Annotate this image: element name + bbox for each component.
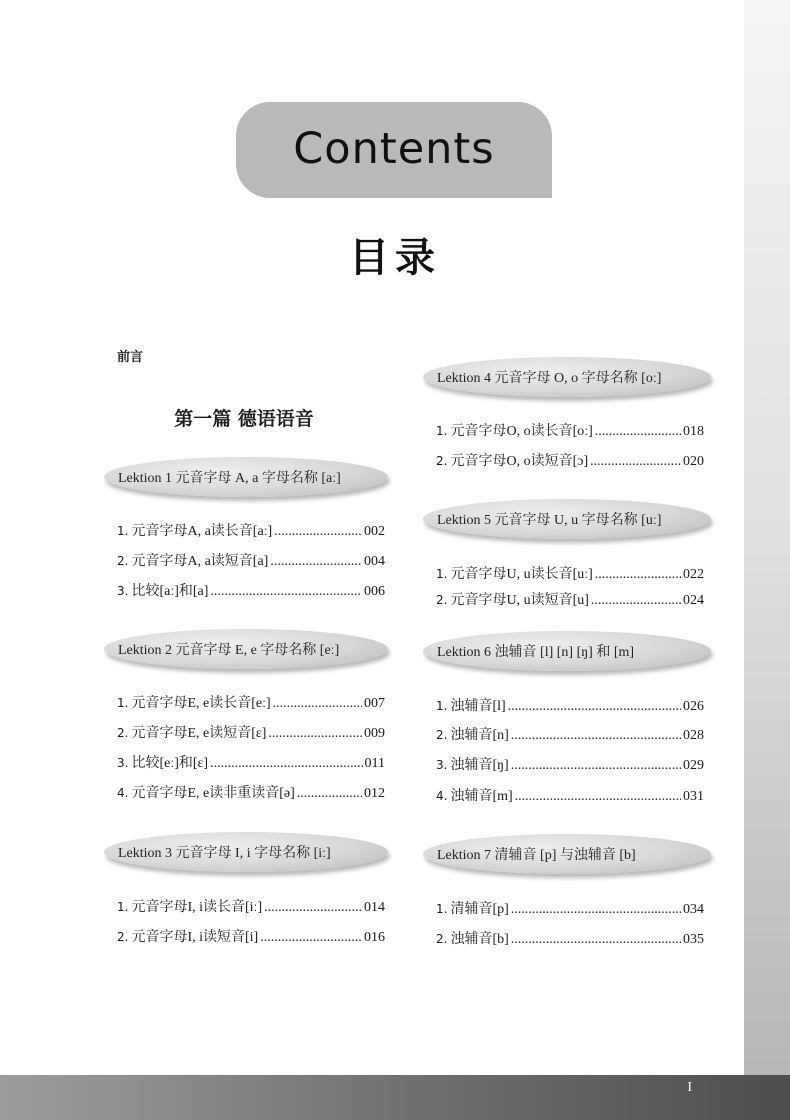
toc-entry[interactable] — [117, 926, 385, 946]
entry-number: 3. — [117, 584, 129, 598]
entry-page: 012 — [364, 786, 385, 801]
dot-leader — [511, 902, 681, 918]
page-number: I — [687, 1080, 692, 1095]
lesson-heading-6[interactable] — [423, 631, 711, 671]
entry-page: 006 — [364, 584, 385, 599]
lesson-heading-2[interactable] — [104, 629, 388, 669]
toc-entry[interactable] — [436, 898, 704, 918]
entry-number: 2. — [117, 930, 129, 944]
entry-title: 元音字母O, o读长音[oː] — [450, 424, 593, 439]
entry-title: 比较[aː]和[a] — [131, 584, 209, 599]
toc-entry[interactable] — [436, 695, 704, 715]
lesson-heading-4[interactable] — [423, 357, 711, 397]
dot-leader — [260, 930, 362, 946]
part-title: 第一篇 德语语音 — [174, 408, 314, 430]
entry-page: 022 — [683, 567, 704, 582]
dot-leader — [590, 454, 681, 470]
entry-number: 2. — [436, 593, 448, 607]
toc-entry[interactable] — [117, 896, 385, 916]
entry-page: 018 — [683, 424, 704, 439]
entry-number: 1. — [117, 900, 129, 914]
entry-title: 元音字母E, e读非重读音[ə] — [131, 786, 295, 801]
entry-page: 014 — [364, 900, 385, 915]
entry-page: 024 — [683, 593, 704, 608]
entry-page: 028 — [683, 728, 704, 743]
toc-entry[interactable] — [436, 754, 704, 774]
entry-page: 020 — [683, 454, 704, 469]
lesson-heading-1[interactable] — [104, 457, 388, 497]
entry-page: 011 — [364, 756, 385, 771]
entry-title: 浊辅音[n] — [450, 728, 509, 743]
dot-leader — [270, 554, 362, 570]
entry-title: 清辅音[p] — [450, 902, 509, 917]
lesson-title: Lektion 6 浊辅音 [l] [n] [ŋ] 和 [m] — [437, 645, 635, 660]
entry-number: 4. — [436, 789, 448, 803]
toc-entry[interactable] — [436, 928, 704, 948]
toc-entry[interactable] — [436, 563, 704, 583]
lesson-title: Lektion 5 元音字母 U, u 字母名称 [uː] — [437, 513, 662, 528]
entry-number: 1. — [436, 902, 448, 916]
toc-entry[interactable] — [436, 785, 704, 805]
page-title: 目录 — [349, 235, 441, 281]
entry-number: 3. — [436, 758, 448, 772]
dot-leader — [297, 786, 362, 802]
entry-page: 029 — [683, 758, 704, 773]
toc-entry[interactable] — [117, 520, 385, 540]
lesson-title: Lektion 4 元音字母 O, o 字母名称 [oː] — [437, 371, 662, 386]
dot-leader — [273, 696, 362, 712]
entry-page: 016 — [364, 930, 385, 945]
entry-page: 026 — [683, 699, 704, 714]
toc-entry[interactable] — [117, 752, 385, 772]
entry-page: 009 — [364, 726, 385, 741]
entry-number: 2. — [117, 554, 129, 568]
entry-number: 2. — [436, 728, 448, 742]
entry-number: 1. — [436, 699, 448, 713]
lesson-title: Lektion 2 元音字母 E, e 字母名称 [eː] — [118, 643, 340, 658]
entry-page: 035 — [683, 932, 704, 947]
entry-title: 元音字母E, e读长音[eː] — [131, 696, 271, 711]
toc-entry[interactable] — [436, 724, 704, 744]
dot-leader — [210, 584, 362, 600]
entry-page: 002 — [364, 524, 385, 539]
dot-leader — [595, 424, 681, 440]
entry-title: 元音字母E, e读短音[ɛ] — [131, 726, 267, 741]
toc-entry[interactable] — [117, 580, 385, 600]
dot-leader — [511, 728, 681, 744]
toc-entry[interactable] — [436, 450, 704, 470]
entry-number: 2. — [436, 454, 448, 468]
entry-title: 浊辅音[m] — [450, 789, 513, 804]
entry-number: 1. — [117, 696, 129, 710]
lesson-title: Lektion 7 清辅音 [p] 与浊辅音 [b] — [437, 848, 636, 863]
dot-leader — [274, 524, 362, 540]
entry-title: 元音字母U, u读短音[u] — [450, 593, 589, 608]
entry-number: 2. — [436, 932, 448, 946]
entry-title: 元音字母I, i读短音[i] — [131, 930, 259, 945]
side-decoration — [744, 0, 790, 1078]
footer-bar — [0, 1075, 790, 1120]
preface-link[interactable]: 前言 — [117, 350, 144, 365]
dot-leader — [210, 756, 362, 772]
entry-number: 1. — [436, 567, 448, 581]
entry-title: 元音字母A, a读长音[aː] — [131, 524, 273, 539]
toc-entry[interactable] — [117, 722, 385, 742]
lesson-title: Lektion 3 元音字母 I, i 字母名称 [iː] — [118, 846, 331, 861]
entry-title: 浊辅音[b] — [450, 932, 509, 947]
contents-label: Contents — [293, 124, 495, 174]
lesson-title: Lektion 1 元音字母 A, a 字母名称 [aː] — [118, 471, 341, 486]
dot-leader — [595, 567, 681, 583]
entry-title: 元音字母A, a读短音[a] — [131, 554, 269, 569]
entry-title: 浊辅音[ŋ] — [450, 758, 509, 773]
lesson-heading-3[interactable] — [104, 832, 388, 872]
entry-page: 034 — [683, 902, 704, 917]
entry-number: 1. — [436, 424, 448, 438]
dot-leader — [511, 932, 681, 948]
entry-number: 3. — [117, 756, 129, 770]
entry-title: 浊辅音[l] — [450, 699, 506, 714]
entry-number: 1. — [117, 524, 129, 538]
entry-title: 元音字母O, o读短音[ɔ] — [450, 454, 589, 469]
lesson-heading-7[interactable] — [423, 834, 711, 874]
entry-title: 元音字母U, u读长音[uː] — [450, 567, 593, 582]
entry-number: 4. — [117, 786, 129, 800]
dot-leader — [264, 900, 362, 916]
lesson-heading-5[interactable] — [423, 499, 711, 539]
toc-entry[interactable] — [117, 782, 385, 802]
dot-leader — [268, 726, 362, 742]
toc-entry[interactable] — [436, 420, 704, 440]
entry-title: 比较[eː]和[ɛ] — [131, 756, 209, 771]
entry-page: 031 — [683, 789, 704, 804]
entry-number: 2. — [117, 726, 129, 740]
entry-title: 元音字母I, i读长音[iː] — [131, 900, 263, 915]
toc-entry[interactable] — [436, 589, 704, 609]
entry-page: 007 — [364, 696, 385, 711]
toc-entry[interactable] — [117, 692, 385, 712]
dot-leader — [508, 699, 681, 715]
dot-leader — [511, 758, 681, 774]
entry-page: 004 — [364, 554, 385, 569]
dot-leader — [515, 789, 681, 805]
contents-header — [236, 102, 552, 198]
dot-leader — [591, 593, 681, 609]
toc-entry[interactable] — [117, 550, 385, 570]
